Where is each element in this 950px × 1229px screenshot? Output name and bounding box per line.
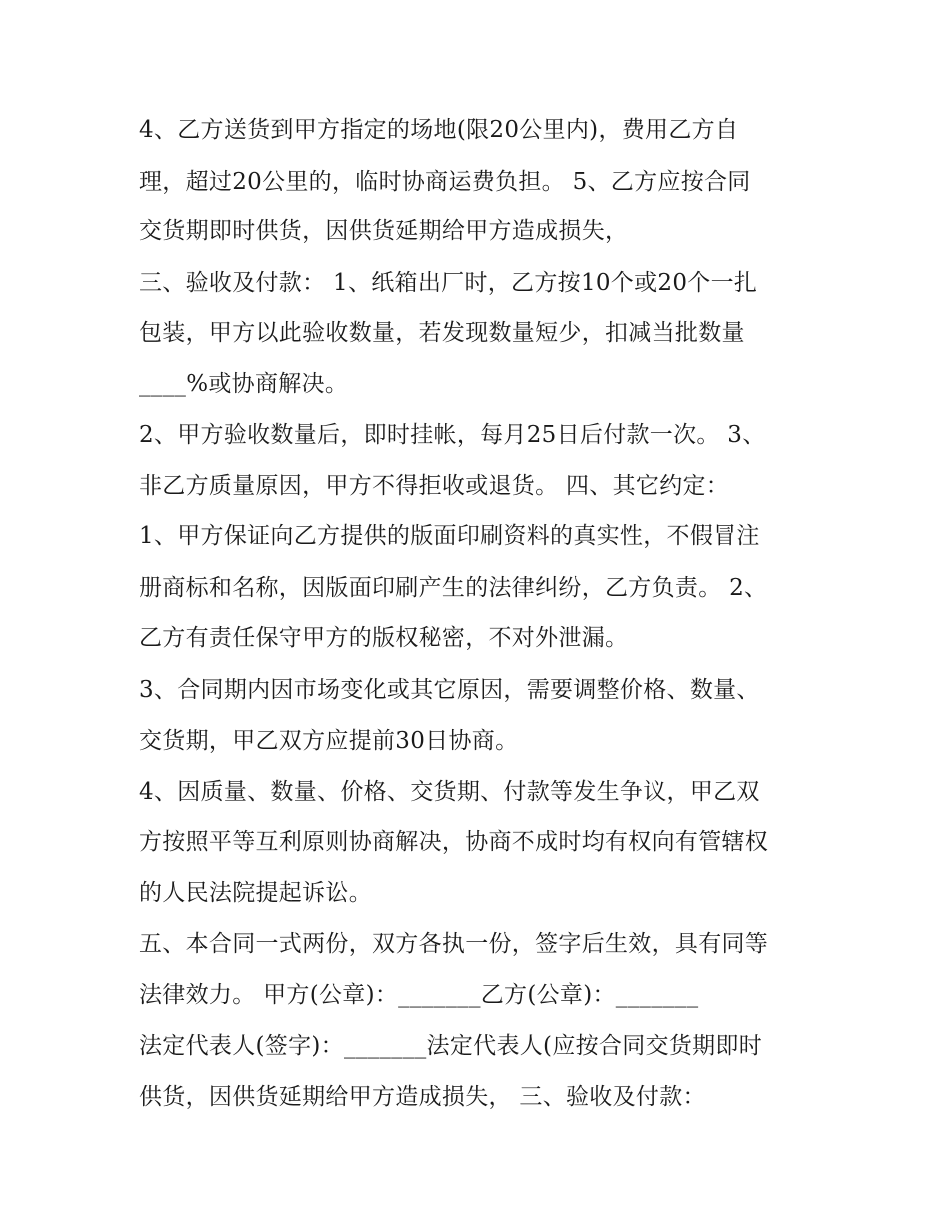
text-line: 乙方有责任保守甲方的版权秘密，不对外泄漏。 bbox=[139, 625, 629, 651]
text-line: 三、验收及付款： 1、纸箱出厂时，乙方按10个或20个一扎 bbox=[139, 270, 758, 296]
text-line: 4、因质量、数量、价格、交货期、付款等发生争议，甲乙双 bbox=[139, 779, 760, 805]
text-line: 交货期，甲乙双方应提前30日协商。 bbox=[139, 728, 519, 754]
text-line: 五、本合同一式两份，双方各执一份，签字后生效，具有同等 bbox=[139, 931, 769, 957]
text-line: 4、乙方送货到甲方指定的场地(限20公里内)，费用乙方自 bbox=[139, 117, 739, 143]
text-line: 3、合同期内因市场变化或其它原因，需要调整价格、数量、 bbox=[139, 677, 760, 703]
text-line: 理，超过20公里的，临时协商运费负担。 5、乙方应按合同 bbox=[139, 169, 751, 195]
text-line: ____%或协商解决。 bbox=[139, 371, 349, 397]
text-line: 法定代表人(签字)：_______法定代表人(应按合同交货期即时 bbox=[139, 1033, 763, 1059]
text-line: 供货，因供货延期给甲方造成损失， 三、验收及付款： bbox=[139, 1084, 706, 1110]
text-line: 的人民法院提起诉讼。 bbox=[139, 880, 372, 906]
text-line: 包装，甲方以此验收数量，若发现数量短少，扣减当批数量 bbox=[139, 320, 745, 346]
text-line: 2、甲方验收数量后，即时挂帐，每月25日后付款一次。 3、 bbox=[139, 422, 766, 448]
text-line: 1、甲方保证向乙方提供的版面印刷资料的真实性，不假冒注 bbox=[139, 523, 760, 549]
text-line: 册商标和名称，因版面印刷产生的法律纠纷，乙方负责。 2、 bbox=[139, 575, 768, 601]
text-line: 交货期即时供货，因供货延期给甲方造成损失， bbox=[139, 218, 629, 244]
text-line: 法律效力。 甲方(公章)：_______乙方(公章)：_______ bbox=[139, 982, 699, 1008]
text-line: 方按照平等互利原则协商解决，协商不成时均有权向有管辖权 bbox=[139, 829, 769, 855]
text-line: 非乙方质量原因，甲方不得拒收或退货。 四、其它约定： bbox=[139, 473, 730, 499]
